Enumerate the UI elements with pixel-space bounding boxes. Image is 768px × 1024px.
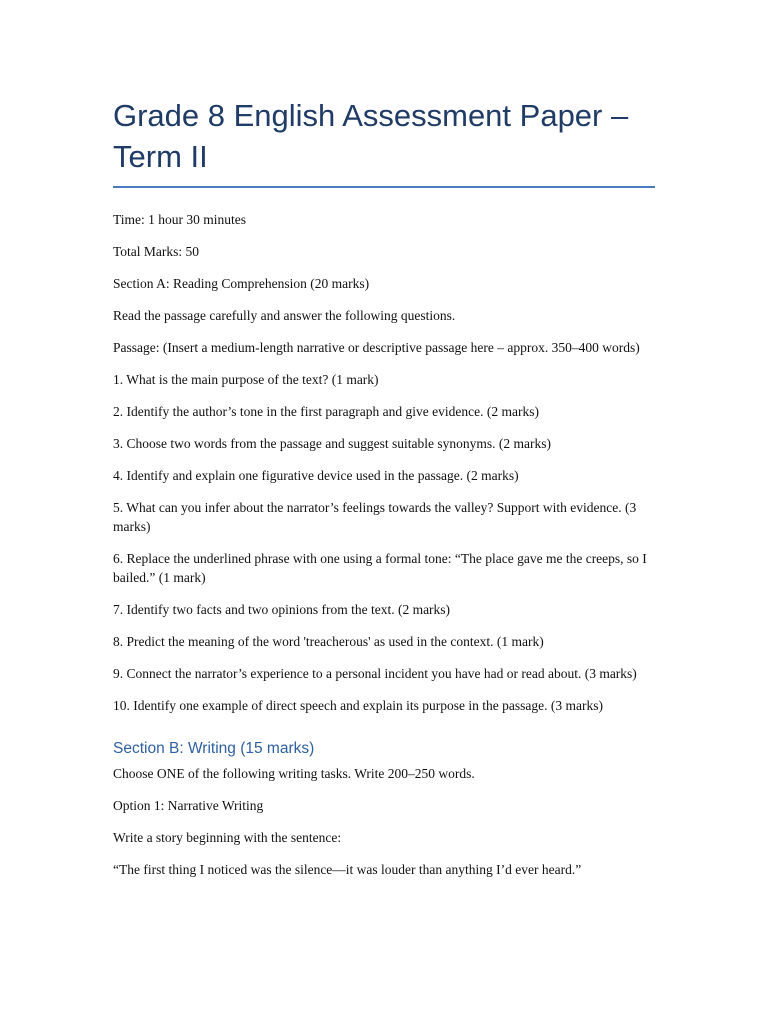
section-b-heading: Section B: Writing (15 marks)	[113, 740, 315, 757]
question-7: 7. Identify two facts and two opinions from the text. (2 marks)	[113, 602, 451, 617]
option-1-prompt: Write a story beginning with the sentence:	[113, 830, 342, 845]
question-10: 10. Identify one example of direct speech and explain its purpose in the passage. (3 marks)	[113, 698, 603, 713]
document-page	[113, 95, 655, 892]
question-2: 2. Identify the author’s tone in the first paragraph and give evidence. (2 marks)	[113, 404, 539, 419]
document-title: Grade 8 English Assessment Paper – Term II	[113, 98, 629, 174]
passage-placeholder: Passage: (Insert a medium-length narrative or descriptive passage here – approx. 350–400 words)	[113, 340, 640, 355]
total-marks-info: Total Marks: 50	[113, 244, 200, 259]
question-1: 1. What is the main purpose of the text? (1 mark)	[113, 372, 379, 387]
option-1-title: Option 1: Narrative Writing	[113, 798, 264, 813]
question-8: 8. Predict the meaning of the word 'treacherous' as used in the context. (1 mark)	[113, 634, 544, 649]
section-b-instructions: Choose ONE of the following writing tasks. Write 200–250 words.	[113, 766, 475, 781]
question-5: 5. What can you infer about the narrator’s feelings towards the valley? Support with evidence. (3 marks)	[113, 500, 637, 534]
question-4: 4. Identify and explain one figurative device used in the passage. (2 marks)	[113, 468, 519, 483]
question-9: 9. Connect the narrator’s experience to a personal incident you have had or read about. (3 marks)	[113, 666, 637, 681]
option-1-quote: “The first thing I noticed was the silence—it was louder than anything I’d ever heard.”	[113, 862, 582, 877]
question-6: 6. Replace the underlined phrase with one using a formal tone: “The place gave me the creeps, so I bailed.” (1 mark)	[113, 551, 647, 585]
title-underline	[113, 186, 655, 188]
instructions: Read the passage carefully and answer the following questions.	[113, 308, 456, 323]
question-3: 3. Choose two words from the passage and suggest suitable synonyms. (2 marks)	[113, 436, 551, 451]
time-info: Time: 1 hour 30 minutes	[113, 212, 247, 227]
section-a-title: Section A: Reading Comprehension (20 marks)	[113, 276, 370, 291]
